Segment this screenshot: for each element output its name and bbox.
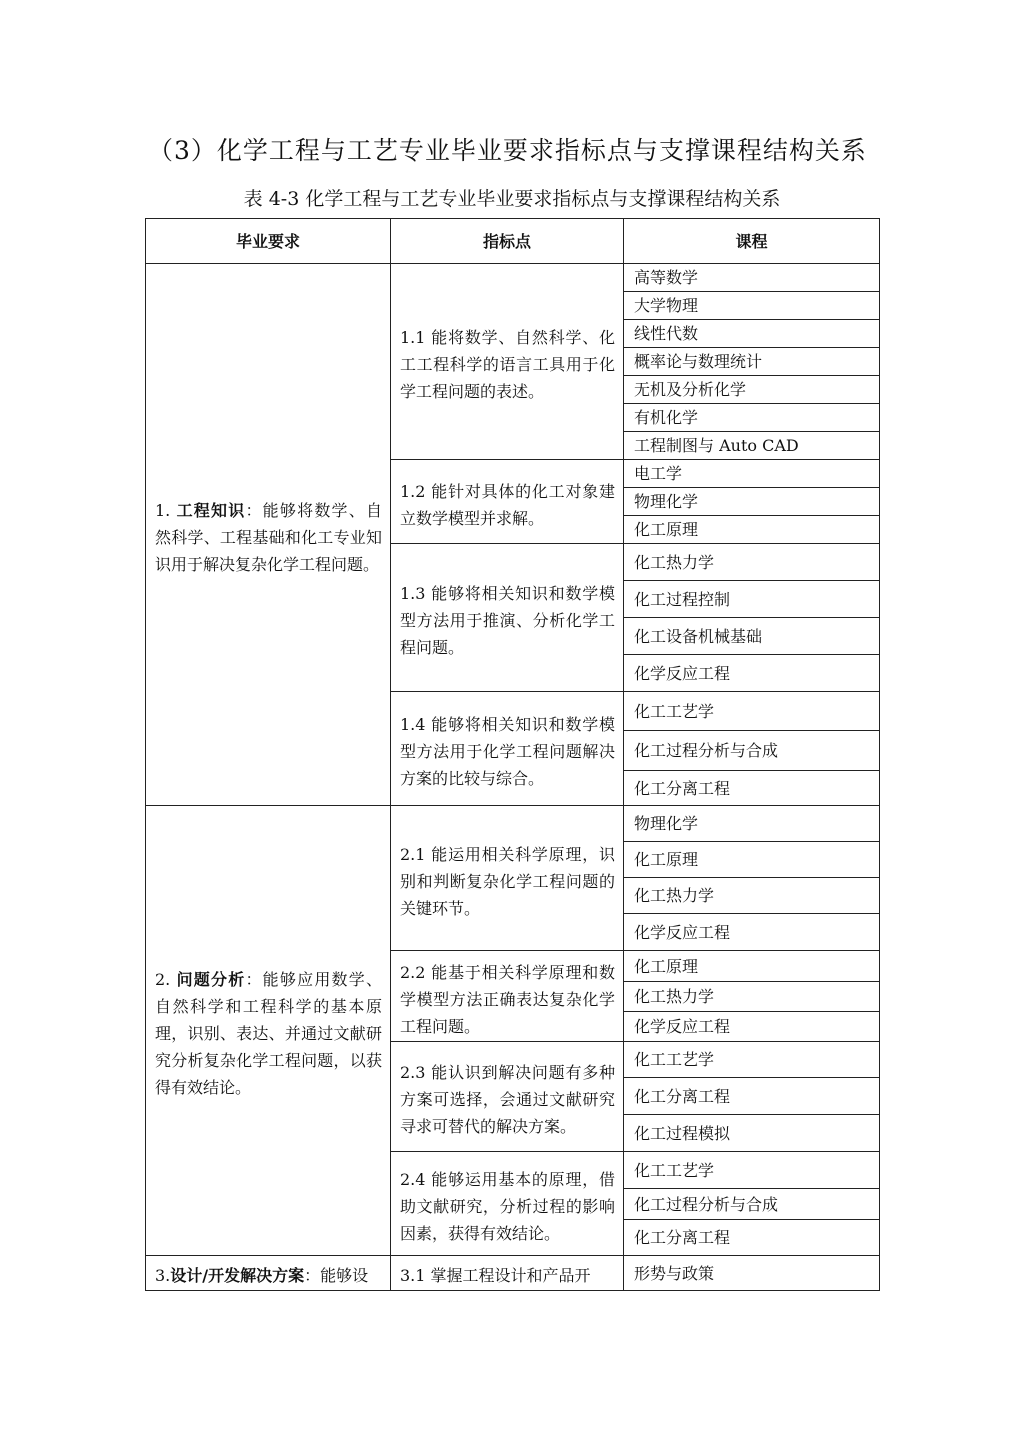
course-cell: 化工分离工程 <box>624 1220 880 1256</box>
header-course: 课程 <box>624 219 880 264</box>
table-header-row <box>146 219 880 264</box>
course-cell: 有机化学 <box>624 404 880 432</box>
indicator-1-2: 1.2 能针对具体的化工对象建立数学模型并求解。 <box>391 460 624 544</box>
indicator-2-1: 2.1 能运用相关科学原理，识别和判断复杂化学工程问题的关键环节。 <box>391 806 624 951</box>
requirements-table <box>145 218 880 1291</box>
course-cell: 形势与政策 <box>624 1256 880 1291</box>
course-cell: 高等数学 <box>624 264 880 292</box>
course-cell: 化工工艺学 <box>624 1152 880 1189</box>
course-cell: 物理化学 <box>624 488 880 516</box>
indicator-2-4: 2.4 能够运用基本的原理，借助文献研究，分析过程的影响因素，获得有效结论。 <box>391 1152 624 1256</box>
header-indicator: 指标点 <box>391 219 624 264</box>
section-title: （3）化学工程与工艺专业毕业要求指标点与支撑课程结构关系 <box>148 136 867 165</box>
course-cell: 物理化学 <box>624 806 880 842</box>
requirement-3: 3.设计/开发解决方案：能够设 <box>146 1256 391 1291</box>
indicator-2-3: 2.3 能认识到解决问题有多种方案可选择，会通过文献研究寻求可替代的解决方案。 <box>391 1042 624 1152</box>
course-cell: 化学反应工程 <box>624 655 880 692</box>
requirement-2: 2. 问题分析：能够应用数学、自然科学和工程科学的基本原理，识别、表达、并通过文献研究分析复杂化学工程问题，以获得有效结论。 <box>146 806 391 1256</box>
course-cell: 化工分离工程 <box>624 1078 880 1115</box>
indicator-1-4: 1.4 能够将相关知识和数学模型方法用于化学工程问题解决方案的比较与综合。 <box>391 692 624 806</box>
course-cell: 化工原理 <box>624 842 880 878</box>
indicator-1-3: 1.3 能够将相关知识和数学模型方法用于推演、分析化学工程问题。 <box>391 544 624 692</box>
course-cell: 概率论与数理统计 <box>624 348 880 376</box>
course-cell: 无机及分析化学 <box>624 376 880 404</box>
course-cell: 化工工艺学 <box>624 692 880 731</box>
course-cell: 化工原理 <box>624 951 880 982</box>
header-requirement: 毕业要求 <box>146 219 391 264</box>
course-cell: 化学反应工程 <box>624 1012 880 1042</box>
course-cell: 电工学 <box>624 460 880 488</box>
course-cell: 化工工艺学 <box>624 1042 880 1078</box>
course-cell: 工程制图与 Auto CAD <box>624 432 880 460</box>
course-cell: 化工热力学 <box>624 878 880 914</box>
course-cell: 化工原理 <box>624 516 880 544</box>
course-cell: 化工过程模拟 <box>624 1115 880 1152</box>
indicator-3-1: 3.1 掌握工程设计和产品开 <box>391 1256 624 1291</box>
course-cell: 化工热力学 <box>624 544 880 581</box>
course-cell: 化工设备机械基础 <box>624 618 880 655</box>
indicator-2-2: 2.2 能基于相关科学原理和数学模型方法正确表达复杂化学工程问题。 <box>391 951 624 1042</box>
course-cell: 化学反应工程 <box>624 914 880 951</box>
course-cell: 化工过程分析与合成 <box>624 731 880 771</box>
course-cell: 化工过程控制 <box>624 581 880 618</box>
table-caption: 表 4-3 化学工程与工艺专业毕业要求指标点与支撑课程结构关系 <box>243 188 781 210</box>
course-cell: 化工热力学 <box>624 982 880 1012</box>
indicator-1-1: 1.1 能将数学、自然科学、化工工程科学的语言工具用于化学工程问题的表述。 <box>391 264 624 460</box>
requirement-1: 1. 工程知识：能够将数学、自然科学、工程基础和化工专业知识用于解决复杂化学工程问题。 <box>146 264 391 806</box>
course-cell: 化工分离工程 <box>624 771 880 806</box>
course-cell: 大学物理 <box>624 292 880 320</box>
course-cell: 化工过程分析与合成 <box>624 1189 880 1220</box>
course-cell: 线性代数 <box>624 320 880 348</box>
